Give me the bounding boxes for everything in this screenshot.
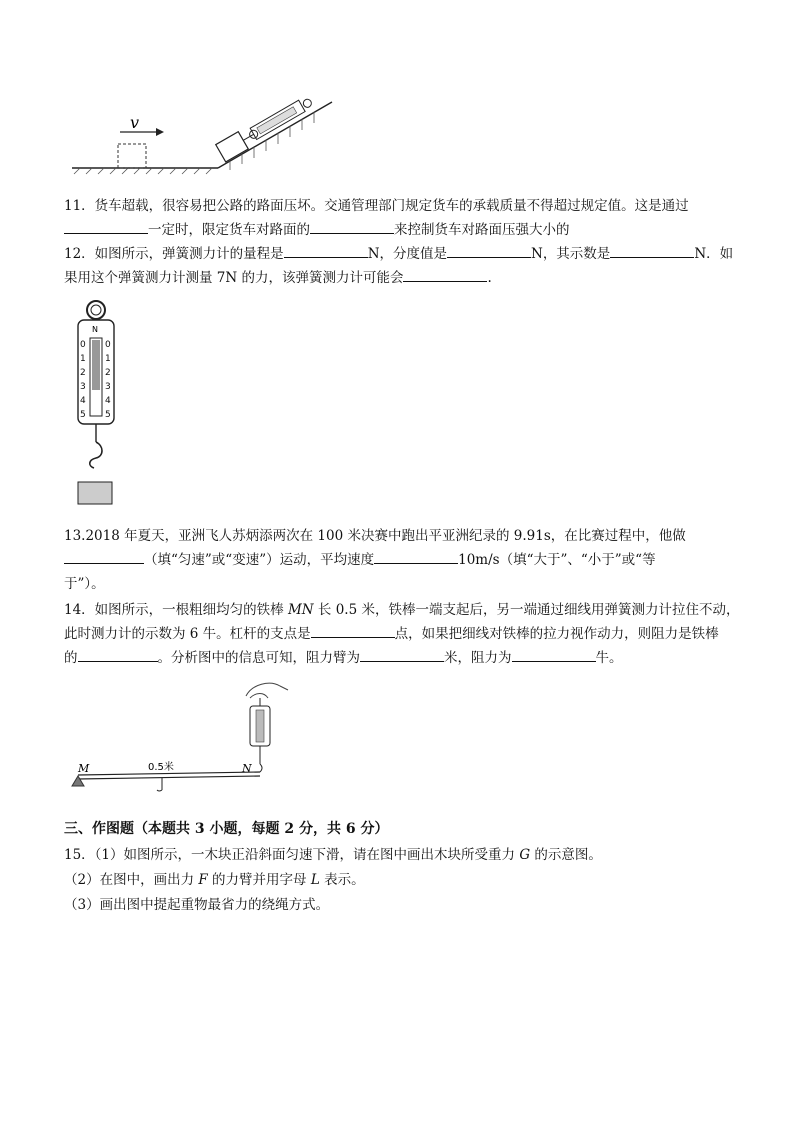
question-15-part1: 15．（1）如图所示，一木块正沿斜面匀速下滑，请在图中画出木块所受重力 G 的示意图。 [64, 847, 602, 863]
answer-blank[interactable] [311, 623, 395, 638]
question-15-part3: （3）画出图中提起重物最省力的绕绳方式。 [64, 897, 330, 913]
tick-right: 1 [105, 354, 111, 364]
tick-right: 3 [105, 382, 111, 392]
lever-length-label: 0.5米 [148, 762, 174, 773]
velocity-label: v [130, 113, 140, 132]
tick-left: 2 [80, 368, 86, 378]
answer-blank[interactable] [64, 219, 148, 234]
question-15-part2: （2）在图中，画出力 F 的力臂并用字母 L 表示。 [64, 872, 365, 888]
answer-blank[interactable] [284, 243, 368, 258]
q11-line1: 11．货车超载，很容易把公路的路面压坏。交通管理部门规定货车的承载质量不得超过规定值。这是通过 [64, 198, 689, 214]
scale-unit-label: N [92, 325, 98, 334]
tick-right: 5 [105, 410, 111, 420]
q13-line2: （填“匀速”或“变速”）运动，平均速度 10m/s（填“大于”、“小于”或“等 [64, 548, 744, 572]
answer-blank[interactable] [360, 647, 444, 662]
question-13 [64, 524, 744, 596]
question-12 [64, 242, 744, 290]
q13-line3: 于”）。 [64, 576, 105, 592]
answer-blank[interactable] [610, 243, 694, 258]
lever-label-m: M [78, 762, 90, 775]
q12-line2: 果用这个弹簧测力计测量 7N 的力，该弹簧测力计可能会 . [64, 266, 744, 290]
q12-line1: 12．如图所示，弹簧测力计的量程是 N，分度值是 N，其示数是 N．如 [64, 242, 744, 266]
q14-line3: 的 。分析图中的信息可知，阻力臂为 米，阻力为 牛。 [64, 646, 744, 670]
answer-blank[interactable] [374, 549, 458, 564]
tick-left: 4 [80, 396, 86, 406]
lever-figure [66, 680, 296, 794]
slope-figure [60, 92, 350, 178]
tick-right: 2 [105, 368, 111, 378]
spring-scale-figure [70, 298, 122, 508]
question-14 [64, 598, 744, 670]
q11-line2: 一定时，限定货车对路面的 来控制货车对路面压强大小的 [64, 218, 744, 242]
tick-left: 0 [80, 340, 86, 350]
question-11 [64, 194, 744, 242]
answer-blank[interactable] [78, 647, 158, 662]
answer-blank[interactable] [447, 243, 531, 258]
tick-right: 4 [105, 396, 111, 406]
q14-line1: 14．如图所示，一根粗细均匀的铁棒 MN 长 0.5 米，铁棒一端支起后，另一端通过细线用弹簧测力计拉住不动， [64, 602, 740, 618]
answer-blank[interactable] [403, 267, 487, 282]
q14-line2: 此时测力计的示数为 6 牛。杠杆的支点是 点，如果把细线对铁棒的拉力视作动力，则阻力是铁棒 [64, 622, 744, 646]
section-3-heading: 三、作图题（本题共 3 小题，每题 2 分，共 6 分） [64, 821, 389, 837]
tick-left: 3 [80, 382, 86, 392]
answer-blank[interactable] [64, 549, 144, 564]
answer-blank[interactable] [512, 647, 596, 662]
tick-right: 0 [105, 340, 111, 350]
tick-left: 1 [80, 354, 86, 364]
q13-line1: 13.2018 年夏天，亚洲飞人苏炳添两次在 100 米决赛中跑出平亚洲纪录的 9.91s，在比赛过程中，他做 [64, 528, 686, 544]
lever-label-n: N [242, 762, 252, 775]
tick-left: 5 [80, 410, 86, 420]
answer-blank[interactable] [310, 219, 394, 234]
